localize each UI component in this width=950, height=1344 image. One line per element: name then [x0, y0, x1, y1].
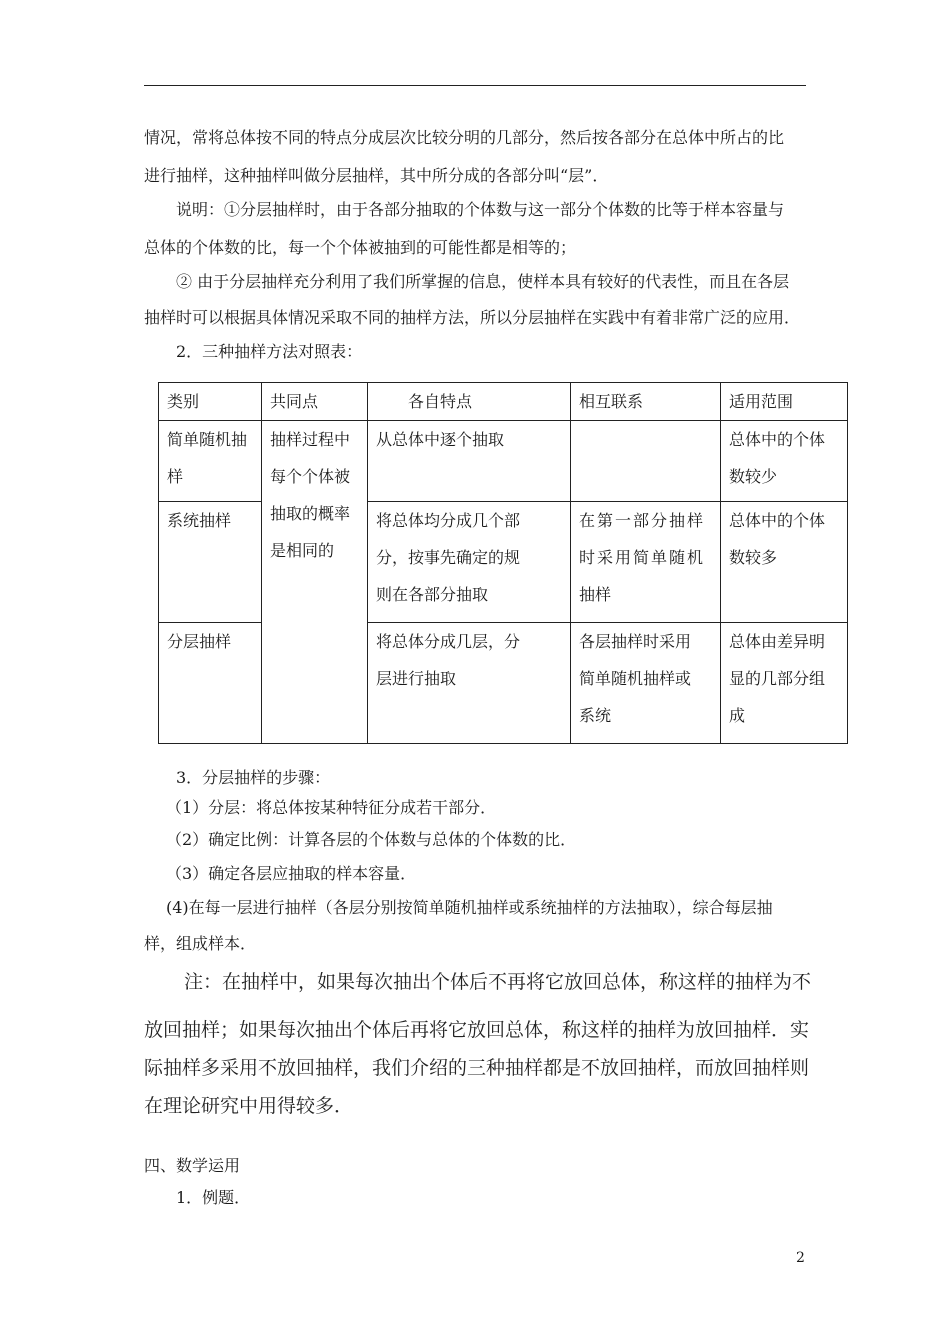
step-item: （3）确定各层应抽取的样本容量． — [166, 864, 417, 883]
scope-cell: 总体中的个体 数较多 — [721, 502, 848, 623]
comparison-table — [158, 382, 848, 744]
step-item: (4)在每一层进行抽样（各层分别按简单随机抽样或系统抽样的方法抽取），综合每层抽 — [166, 898, 773, 917]
relation-cell: 在第一部分抽样 时采用简单随机 抽样 — [571, 502, 721, 623]
page-number: 2 — [796, 1250, 805, 1266]
note-line: 总体的个体数的比，每一个个体被抽到的可能性都是相等的； — [144, 238, 577, 257]
header-cell: 适用范围 — [721, 383, 848, 421]
remark-line: 放回抽样；如果每次抽出个体后再将它放回总体，称这样的抽样为放回抽样．实 — [144, 1019, 810, 1041]
header-cell: 共同点 — [262, 383, 368, 421]
remark-line: 际抽样多采用不放回抽样，我们介绍的三种抽样都是不放回抽样，而放回抽样则 — [144, 1057, 810, 1079]
features-cell: 将总体分成几层，分 层进行抽取 — [368, 623, 571, 744]
header-cell: 相互联系 — [571, 383, 721, 421]
relation-cell — [571, 421, 721, 502]
remark-line: 在理论研究中用得较多． — [144, 1095, 354, 1117]
paragraph-line: 情况，常将总体按不同的特点分成层次比较分明的几部分，然后按各部分在总体中所占的比 — [144, 128, 785, 147]
features-cell: 将总体均分成几个部 分，按事先确定的规 则在各部分抽取 — [368, 502, 571, 623]
table-heading: 2．三种抽样方法对照表： — [176, 342, 363, 361]
table-row — [159, 421, 848, 502]
remark-line: 注：在抽样中，如果每次抽出个体后不再将它放回总体，称这样的抽样为不 — [184, 971, 812, 993]
note-line: 抽样时可以根据具体情况采取不同的抽样方法，所以分层抽样在实践中有着非常广泛的应用． — [144, 308, 801, 327]
header-rule — [144, 85, 806, 86]
category-cell: 简单随机抽 样 — [159, 421, 262, 502]
category-cell: 分层抽样 — [159, 623, 262, 744]
category-cell: 系统抽样 — [159, 502, 262, 623]
section-title: 四、数学运用 — [144, 1156, 241, 1175]
note-line: 说明：①分层抽样时，由于各部分抽取的个体数与这一部分个体数的比等于样本容量与 — [176, 200, 785, 219]
common-cell: 抽样过程中 每个个体被 抽取的概率 是相同的 — [262, 421, 368, 744]
features-cell: 从总体中逐个抽取 — [368, 421, 571, 502]
header-cell: 类别 — [159, 383, 262, 421]
step-item: （2）确定比例：计算各层的个体数与总体的个体数的比． — [166, 830, 577, 849]
scope-cell: 总体由差异明 显的几部分组 成 — [721, 623, 848, 744]
scope-cell: 总体中的个体 数较少 — [721, 421, 848, 502]
step-item: 样，组成样本． — [144, 934, 257, 953]
header-cell: 各自特点 — [368, 383, 571, 421]
step-item: （1）分层：将总体按某种特征分成若干部分． — [166, 798, 497, 817]
section-item: 1．例题． — [176, 1188, 251, 1207]
steps-title: 3．分层抽样的步骤： — [176, 768, 331, 787]
paragraph-line: 进行抽样，这种抽样叫做分层抽样，其中所分成的各部分叫“层”． — [144, 166, 609, 185]
relation-cell: 各层抽样时采用 简单随机抽样或 系统 — [571, 623, 721, 744]
table-header-row — [159, 383, 848, 421]
note-line: ② 由于分层抽样充分利用了我们所掌握的信息，使样本具有较好的代表性，而且在各层 — [176, 272, 790, 291]
